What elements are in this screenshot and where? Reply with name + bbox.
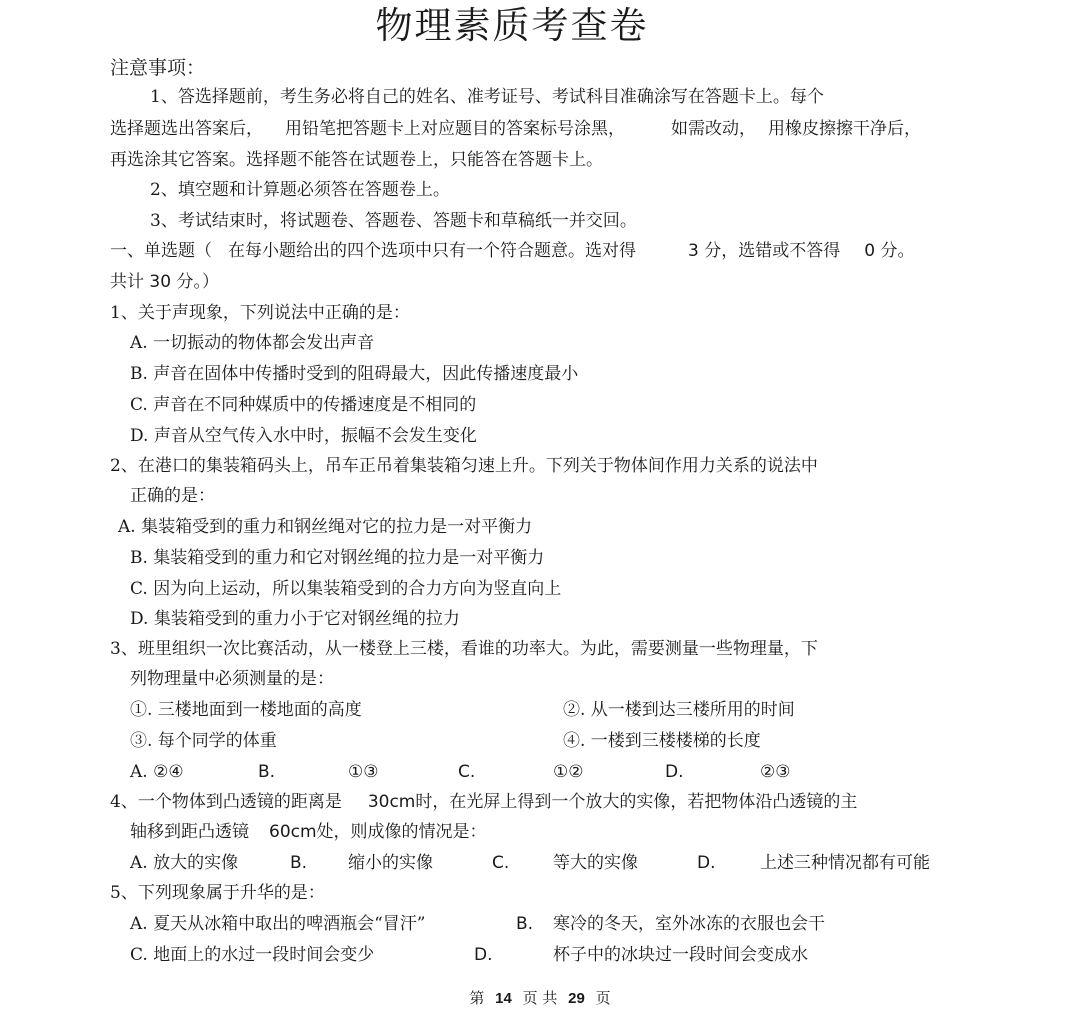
question-4-option-c-text: 等大的实像 [553, 853, 638, 873]
question-3-stem-line-2: 列物理量中必须测量的是： [130, 669, 334, 689]
question-4-stem-2a: 轴移到距凸透镜 [130, 822, 249, 842]
question-1-option-a: A. 一切振动的物体都会发出声音 [130, 333, 375, 353]
question-1-stem: 1、关于声现象，下列说法中正确的是： [110, 303, 410, 323]
question-1-option-d: D. 声音从空气传入水中时，振幅不会发生变化 [130, 426, 477, 446]
notice-item-1-part-c: 如需改动， [671, 119, 756, 139]
section-1-heading-line-2: 共计 30 分。） [110, 272, 219, 292]
question-4-stem-a: 4、一个物体到凸透镜的距离是 [110, 792, 342, 812]
question-3-option-b-label: B. [258, 762, 276, 782]
question-4-stem-2c: 处，则成像的情况是： [316, 822, 487, 842]
notice-item-2: 2、填空题和计算题必须答在答题卷上。 [150, 180, 450, 200]
question-3-item-1: ①. 三楼地面到一楼地面的高度 [130, 700, 362, 720]
question-5-option-a: A. 夏天从冰箱中取出的啤酒瓶会“冒汗” [130, 914, 426, 934]
section-1-heading-a: 一、单选题（ [110, 241, 212, 261]
question-1-option-c: C. 声音在不同种媒质中的传播速度是不相同的 [130, 395, 477, 415]
question-1-option-b: B. 声音在固体中传播时受到的阻碍最大，因此传播速度最小 [130, 364, 579, 384]
notice-item-3: 3、考试结束时，将试题卷、答题卷、答题卡和草稿纸一并交回。 [150, 211, 637, 231]
notice-item-1-line-1: 1、答选择题前，考生务必将自己的姓名、准考证号、考试科目准确涂写在答题卡上。每个 [150, 87, 824, 107]
question-3-option-d-text: ②③ [760, 762, 791, 782]
notice-item-1-line-3: 再选涂其它答案。选择题不能答在试题卷上，只能答在答题卡上。 [110, 150, 603, 170]
question-3-option-c-text: ①② [553, 762, 584, 782]
question-2-option-b: B. 集装箱受到的重力和它对钢丝绳的拉力是一对平衡力 [130, 548, 545, 568]
question-3-option-c-label: C. [458, 762, 476, 782]
question-4-option-c-label: C. [492, 853, 510, 873]
footer-prefix: 第 [469, 989, 485, 1007]
question-5-option-b-label: B. [516, 914, 534, 934]
notice-item-1-part-d: 用橡皮擦擦干净后， [768, 119, 921, 139]
question-4-option-b-text: 缩小的实像 [348, 853, 433, 873]
question-3-item-2: ②. 从一楼到达三楼所用的时间 [563, 700, 795, 720]
question-3-option-a: A. ②④ [130, 762, 184, 782]
section-1-heading-c: 3 分，选错或不答得 [688, 241, 841, 261]
question-2-option-a: A. 集装箱受到的重力和钢丝绳对它的拉力是一对平衡力 [118, 517, 533, 537]
notice-item-1-part-b: 用铅笔把答题卡上对应题目的答案标号涂黑， [285, 119, 625, 139]
question-2-stem-line-1: 2、在港口的集装箱码头上，吊车正吊着集装箱匀速上升。下列关于物体间作用力关系的说法中 [110, 456, 818, 476]
notice-item-1-line-2 [110, 117, 921, 141]
question-3-item-3: ③. 每个同学的体重 [130, 731, 277, 751]
question-5-option-d-text: 杯子中的冰块过一段时间会变成水 [553, 945, 808, 965]
page-title: 物理素质考查卷 [375, 4, 649, 47]
question-3-item-4: ④. 一楼到三楼楼梯的长度 [563, 731, 761, 751]
question-4-option-b-label: B. [290, 853, 308, 873]
question-5-option-c: C. 地面上的水过一段时间会变少 [130, 945, 375, 965]
question-5-stem: 5、下列现象属于升华的是： [110, 883, 325, 903]
question-4-distance-30: 30cm [367, 792, 416, 812]
section-1-heading-line-1 [110, 239, 914, 263]
page-footer [0, 988, 1080, 1009]
question-5-option-b-text: 寒冷的冬天，室外冰冻的衣服也会干 [553, 914, 825, 934]
question-3-option-b-text: ①③ [348, 762, 379, 782]
question-4-stem-line-1 [110, 790, 857, 814]
question-2-option-c: C. 因为向上运动，所以集装箱受到的合力方向为竖直向上 [130, 579, 562, 599]
question-2-option-d: D. 集装箱受到的重力小于它对钢丝绳的拉力 [130, 609, 460, 629]
question-4-stem-line-2 [130, 820, 487, 844]
question-4-option-a: A. 放大的实像 [130, 853, 239, 873]
question-4-stem-c: 时，在光屏上得到一个放大的实像，若把物体沿凸透镜的主 [415, 792, 858, 812]
question-4-distance-60: 60cm [269, 822, 317, 842]
footer-total-pages: 29 [568, 990, 585, 1007]
section-1-heading-d: 0 分。 [864, 241, 915, 261]
question-4-option-d-label: D. [697, 853, 716, 873]
footer-current-page: 14 [495, 990, 512, 1007]
notice-heading: 注意事项： [110, 57, 206, 79]
question-2-stem-line-2: 正确的是： [130, 486, 215, 506]
question-3-option-d-label: D. [665, 762, 684, 782]
question-5-option-d-label: D. [474, 945, 493, 965]
question-3-stem-line-1: 3、班里组织一次比赛活动，从一楼登上三楼，看谁的功率大。为此，需要测量一些物理量，下 [110, 639, 818, 659]
question-4-option-d-text: 上述三种情况都有可能 [760, 853, 930, 873]
notice-item-1-part-a: 选择题选出答案后， [110, 119, 263, 139]
section-1-heading-b: 在每小题给出的四个选项中只有一个符合题意。选对得 [228, 241, 636, 261]
footer-suffix: 页 [595, 989, 611, 1007]
footer-middle: 页 共 [522, 989, 558, 1007]
